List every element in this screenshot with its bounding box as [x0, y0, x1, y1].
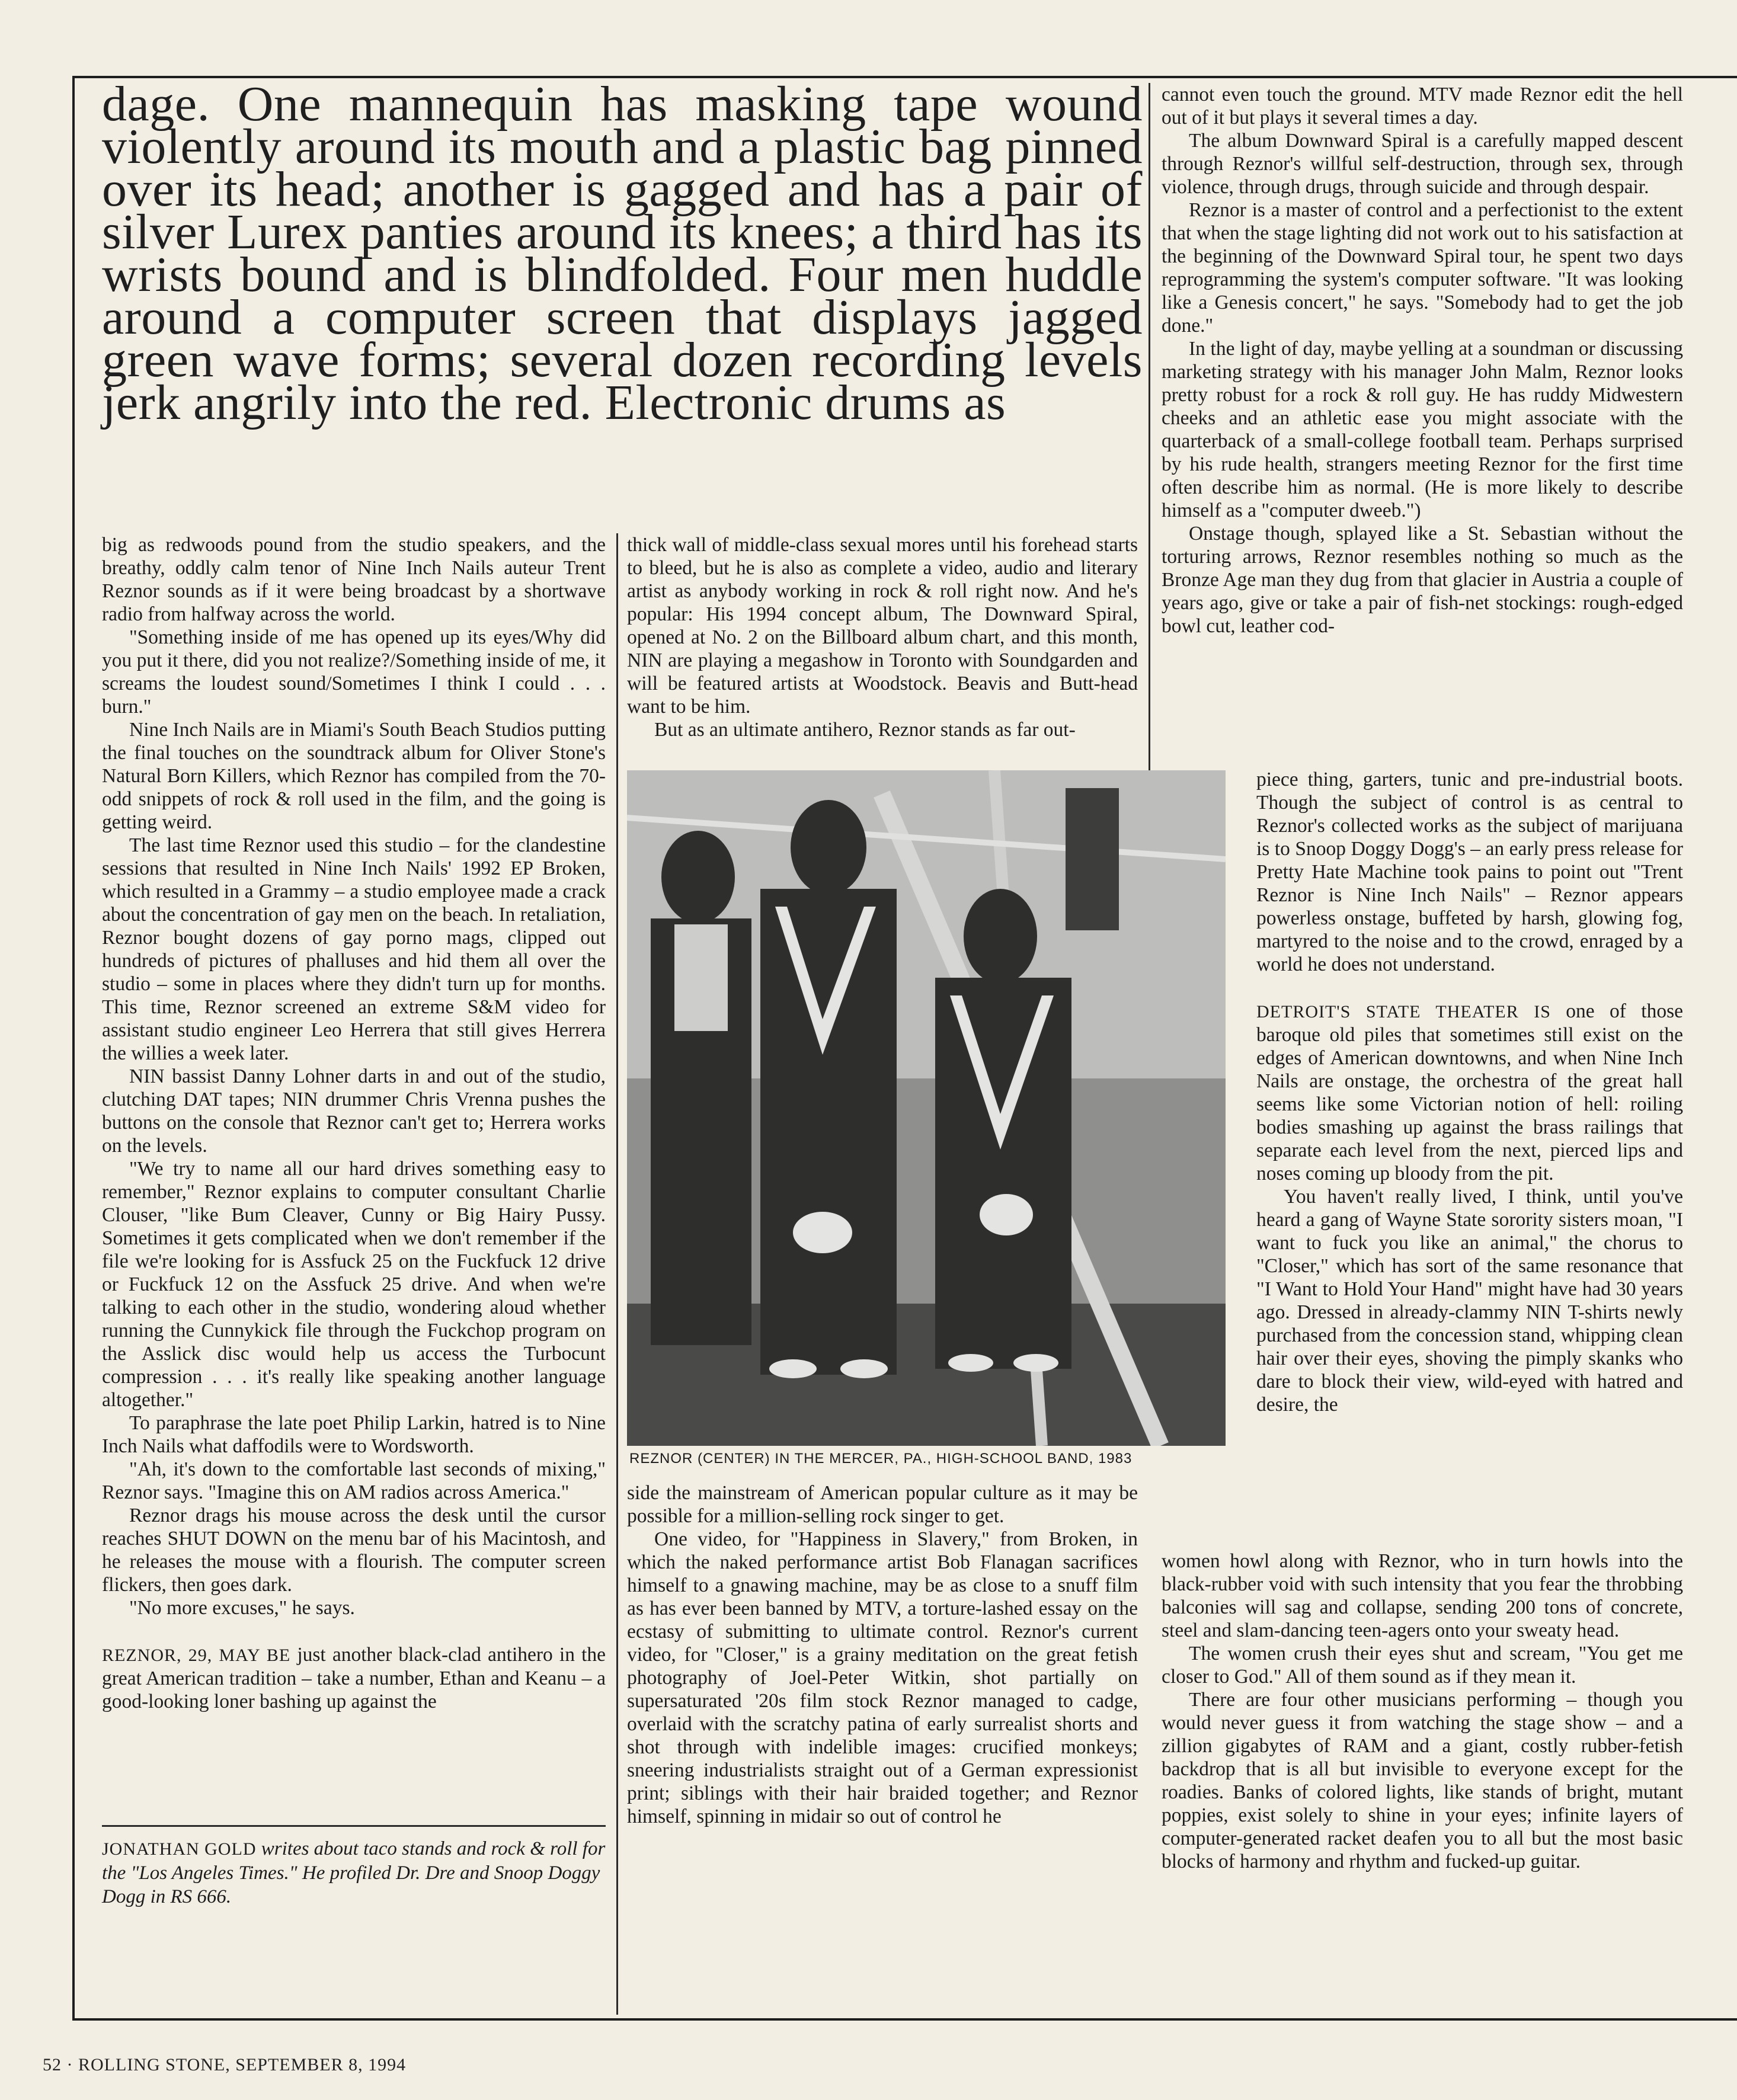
- photo-caption: REZNOR (CENTER) IN THE MERCER, PA., HIGH-SCHOOL BAND, 1983: [629, 1451, 1133, 1467]
- section-lead-in: REZNOR, 29, MAY BE: [102, 1646, 291, 1665]
- paragraph: Reznor drags his mouse across the desk until the cursor reaches SHUT DOWN on the menu bar of his Macintosh, and he releases the mouse with a flourish. The computer screen flickers, then goes dark.: [102, 1504, 606, 1596]
- section-paragraph: [1256, 1000, 1683, 1185]
- section-text: one of those baroque old piles that sometimes still exist on the edges of American downtowns, and when Nine Inch Nails are onstage, the orchestra of the great hall seems like some Victorian notion of hell: roiling bodies smashing up against the brass railings that separate each level from the next, pierced lips and noses coming up bloody from the pit.: [1256, 1000, 1683, 1185]
- paragraph: "Something inside of me has opened up its eyes/Why did you put it there, did you not realize?/Something inside of me, it screams the loudest sound/Sometimes I think I could . . . burn.": [102, 626, 606, 718]
- paragraph: "Ah, it's down to the comfortable last seconds of mixing," Reznor says. "Imagine this on AM radios across America.": [102, 1458, 606, 1503]
- paragraph: thick wall of middle-class sexual mores until his forehead starts to bleed, but he is also as complete a video, audio and literary artist as anybody working in rock & roll right now. And he's popular: His 1994 concept album, The Downward Spiral, opened at No. 2 on the Billboard album chart, and this month, NIN are playing a megashow in Toronto with Soundgarden and will be featured artists at Woodstock. Beavis and Butt-head want to be him.: [627, 534, 1138, 718]
- column-2-bottom: [627, 1481, 1138, 1828]
- paragraph: piece thing, garters, tunic and pre-industrial boots. Though the subject of control is as central to Reznor's collected works as the subject of marijuana is to Snoop Doggy Dogg's – an early press release for Pretty Hate Machine took pains to point out "Trent Reznor is Nine Inch Nails" – Reznor appears powerless onstage, buffeted by harsh, glowing fog, martyred to the noise and to the crowd, enraged by a world he does not understand.: [1256, 769, 1683, 975]
- column-rule-left: [616, 533, 618, 2015]
- paragraph: women howl along with Reznor, who in turn howls into the black-rubber void with such intensity that you fear the throbbing balconies will sag and collapse, sending 200 tons of concrete, steel and slam-dancing teen-agers onto your sweaty head.: [1162, 1550, 1683, 1641]
- paragraph: big as redwoods pound from the studio speakers, and the breathy, oddly calm tenor of Nine Inch Nails auteur Trent Reznor sounds as if it were being broadcast by a shortwave radio from halfway across the world.: [102, 534, 606, 625]
- author-bio-text: writes about taco stands and rock & roll for the "Los Angeles Times." He profiled Dr. Dre and Snoop Doggy Dogg in RS 666.: [102, 1838, 606, 1907]
- paragraph: The album Downward Spiral is a carefully mapped descent through Reznor's willful self-destruction, through sex, through violence, through drugs, through suicide and through despair.: [1162, 130, 1683, 198]
- paragraph: NIN bassist Danny Lohner darts in and out of the studio, clutching DAT tapes; NIN drummer Chris Vrenna pushes the buttons on the console that Reznor can't get to; Herrera works on the levels.: [102, 1065, 606, 1157]
- paragraph: You haven't really lived, I think, until you've heard a gang of Wayne State sorority sisters moan, "I want to fuck you like an animal," the chorus to "Closer," which has sort of the same resonance that "I Want to Hold Your Hand" might have had 30 years ago. Dressed in already-clammy NIN T-shirts newly purchased from the concession stand, whipping clean hair over their eyes, shoving the pimply skanks who dare to block their view, wild-eyed with hatred and desire, the: [1256, 1186, 1683, 1416]
- paragraph: cannot even touch the ground. MTV made Reznor edit the hell out of it but plays it several times a day.: [1162, 84, 1683, 129]
- column-3-top: [1162, 83, 1683, 638]
- section-paragraph: [102, 1643, 606, 1713]
- band-photo-illustration: [627, 770, 1226, 1446]
- column-3-bottom: [1162, 1550, 1683, 1873]
- paragraph: "No more excuses," he says.: [129, 1597, 355, 1619]
- paragraph: But as an ultimate antihero, Reznor stands as far out-: [654, 719, 1076, 741]
- paragraph: To paraphrase the late poet Philip Larkin, hatred is to Nine Inch Nails what daffodils were to Wordsworth.: [102, 1412, 606, 1457]
- paragraph: Onstage though, splayed like a St. Sebastian without the torturing arrows, Reznor resembles nothing so much as the Bronze Age man they dug from that glacier in Austria a couple of years ago, give or take a pair of fish-net stockings: rough-edged bowl cut, leather cod-: [1162, 523, 1683, 637]
- column-3-narrow: [1256, 768, 1683, 1416]
- paragraph: The women crush their eyes shut and scream, "You get me closer to God." All of them sound as if they mean it.: [1162, 1643, 1683, 1688]
- paragraph: side the mainstream of American popular culture as it may be possible for a million-selling rock singer to get.: [627, 1482, 1138, 1527]
- paragraph: There are four other musicians performing – though you would never guess it from watching the stage show – and a zillion gigabytes of RAM and a giant, costly rubber-fetish backdrop that is all but invisible to everyone except for the roadies. Banks of colored lights, like stands of bright, mutant poppies, exist solely to shine in your eyes; infinite layers of computer-generated racket deafen you to all but the most basic blocks of harmony and rhythm and fucked-up guitar.: [1162, 1689, 1683, 1872]
- paragraph: Reznor is a master of control and a perfectionist to the extent that when the stage lighting did not work out to his satisfaction at the beginning of the Downward Spiral tour, he spent two days reprogramming the system's computer software. "It was looking like a Genesis concert," he says. "Somebody had to get the job done.": [1162, 199, 1683, 337]
- page-folio: 52 · ROLLING STONE, SEPTEMBER 8, 1994: [43, 2055, 407, 2075]
- paragraph: In the light of day, maybe yelling at a soundman or discussing marketing strategy with his manager John Malm, Reznor looks pretty robust for a rock & roll guy. He has ruddy Midwestern cheeks and an athletic ease you might associate with the quarterback of a small-college football team. Perhaps surprised by his rude health, strangers meeting Reznor for the first time often describe him as normal. (He is more likely to describe himself as a "computer dweeb."): [1162, 338, 1683, 521]
- author-name: JONATHAN GOLD: [102, 1839, 257, 1859]
- author-bio: [102, 1837, 606, 1909]
- band-photo: [627, 770, 1226, 1446]
- paragraph: Nine Inch Nails are in Miami's South Beach Studios putting the final touches on the soundtrack album for Oliver Stone's Natural Born Killers, which Reznor has compiled from the 70-odd snippets of rock & roll used in the film, and the going is getting weird.: [102, 719, 606, 833]
- paragraph: "We try to name all our hard drives something easy to remember," Reznor explains to computer consultant Charlie Clouser, "like Bum Cleaver, Cunny or Big Hairy Pussy. Sometimes it gets complicated when we don't remember if the file we're looking for is Assfuck 25 on the Fuckfuck 12 drive or Fuckfuck 12 on the Assfuck 25 drive. And when we're talking to each other in the studio, wondering aloud whether running the Cunnykick file through the Fuckchop program on the Asslick disc would help us access the Turbocunt compression . . . it's really like speaking another language altogether.": [102, 1158, 606, 1411]
- paragraph: The last time Reznor used this studio – for the clandestine sessions that resulted in Nine Inch Nails' 1992 EP Broken, which resulted in a Grammy – a studio employee made a crack about the concentration of gay men on the beach. In retaliation, Reznor bought dozens of gay porno mags, clipped out hundreds of pictures of phalluses and hid them all over the studio – some in places where they didn't turn up for months. This time, Reznor screened an extreme S&M video for assistant studio engineer Leo Herrera that still gives Herrera the willies a week later.: [102, 834, 606, 1064]
- section-text: just another black-clad antihero in the great American tradition – take a number, Ethan and Keanu – a good-looking loner bashing up against the: [102, 1644, 606, 1712]
- intro-large-text: dage. One mannequin has masking tape wound violently around its mouth and a plastic bag pinned over its head; another is gagged and has a pair of silver Lurex panties around its knees; a third has its wrists bound and is blindfolded. Four men huddle around a computer screen that displays jagged green wave forms; several dozen recording levels jerk angrily into the red. Electronic drums as: [102, 76, 1143, 430]
- column-1: [102, 533, 606, 1713]
- section-lead-in: DETROIT'S STATE THEATER IS: [1256, 1002, 1551, 1022]
- bio-rule: [102, 1825, 606, 1827]
- paragraph: One video, for "Happiness in Slavery," from Broken, in which the naked performance artist Bob Flanagan sacrifices himself to a gnawing machine, may be as close to a snuff film as has ever been banned by MTV, a torture-lashed essay on the ecstasy of submitting to ultimate control. Reznor's current video, for "Closer," is a grainy meditation on the great fetish photography of Joel-Peter Witkin, shot partially on supersaturated '20s film stock Reznor managed to cadge, overlaid with the scratchy patina of early surrealist shorts and shot through with indelible images: crucified monkeys; sneering industrialists straight out of a German expressionist print; siblings with their hair braided together; and Reznor himself, spinning in midair so out of control he: [627, 1528, 1138, 1827]
- column-2-top: [627, 533, 1138, 741]
